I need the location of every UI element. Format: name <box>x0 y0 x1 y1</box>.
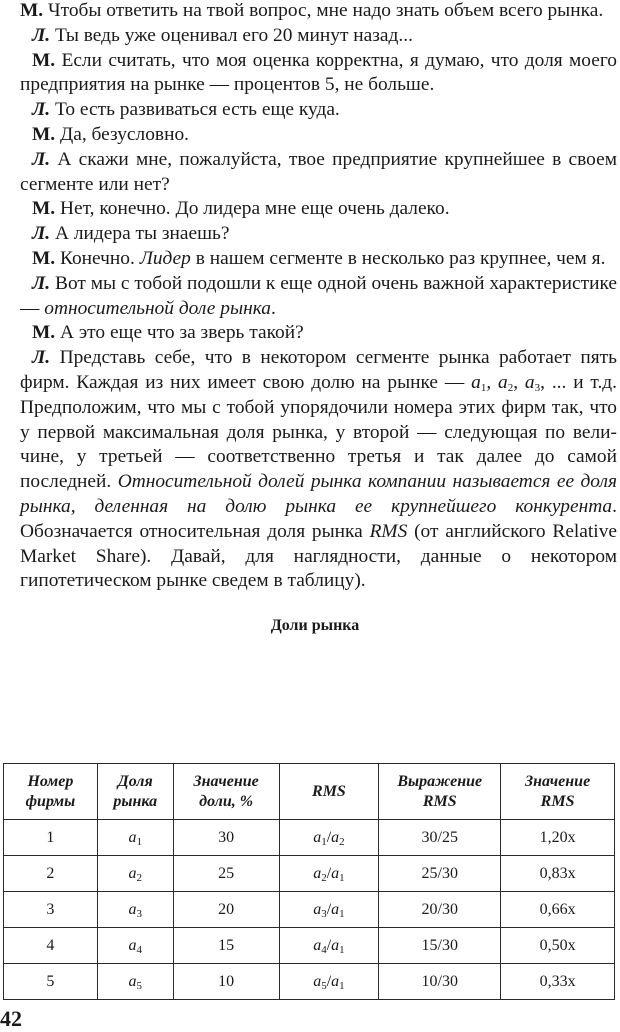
comma: , <box>486 371 499 393</box>
paragraph-text: Представь себе, что в некотором сегменте рынка работает пять фирм. Каждая из них имеет свою долю на рынке — <box>20 347 617 393</box>
page-number: 42 <box>0 1006 22 1031</box>
table-row <box>4 892 615 928</box>
cell-firm-number: 3 <box>4 892 98 928</box>
sub-1: 1 <box>480 381 487 394</box>
speaker-l: Л. <box>32 99 51 121</box>
paragraph-text: То есть развиваться есть еще куда. <box>50 99 340 121</box>
paragraph-text: Если считать, что моя оценка корректна, я думаю, что доля моего предприятия на рынке — процентов 5, не больше. <box>20 49 617 96</box>
cell-rms-expression: 15/30 <box>379 928 501 964</box>
paragraph-text: Да, безусловно. <box>55 123 189 145</box>
cell-share-value: 15 <box>173 928 279 964</box>
table-header-row <box>4 764 615 820</box>
cell-share: $a_4$ <box>97 928 173 964</box>
cell-rms-formula: $a_4/a_1$ <box>279 928 379 964</box>
paragraph-text: в нашем сегменте в несколько раз крупнее, чем я. <box>190 247 606 269</box>
dialog-paragraph <box>20 148 617 198</box>
speaker-m: М. <box>32 322 56 344</box>
cell-share: $a_1$ <box>97 820 173 856</box>
dialog-paragraph <box>20 272 617 322</box>
cell-firm-number: 2 <box>4 856 98 892</box>
header-share: Доля рынка <box>97 764 173 820</box>
dialog-paragraph <box>20 49 617 99</box>
speaker-l: Л. <box>32 148 51 170</box>
dialog-paragraph <box>20 98 617 123</box>
comma: , <box>513 371 525 393</box>
table-row <box>4 928 615 964</box>
cell-share-value: 25 <box>173 856 279 892</box>
cell-rms-value: 0,33x <box>501 964 615 1000</box>
speaker-l: Л. <box>32 223 51 245</box>
cell-share-value: 10 <box>173 964 279 1000</box>
header-share-value: Значение доли, % <box>173 764 279 820</box>
speaker-l: Л. <box>32 272 51 294</box>
paragraph-text: А лидера ты знаешь? <box>50 223 230 245</box>
cell-firm-number: 1 <box>4 820 98 856</box>
paragraph-text: Чтобы ответить на твой вопрос, мне надо знать объем всего рынка. <box>43 0 604 21</box>
cell-rms-value: 0,50x <box>501 928 615 964</box>
paragraph-text: Ты ведь уже оценивал его 20 минут назад... <box>50 24 413 46</box>
cell-rms-expression: 25/30 <box>379 856 501 892</box>
cell-share-value: 20 <box>173 892 279 928</box>
dialog-paragraph <box>20 222 617 247</box>
sub-2: 2 <box>507 381 514 394</box>
cell-rms-value: 0,66x <box>501 892 615 928</box>
cell-rms-formula: $a_3/a_1$ <box>279 892 379 928</box>
dialog-paragraph <box>20 197 617 222</box>
cell-rms-expression: 30/25 <box>379 820 501 856</box>
table-row <box>4 856 615 892</box>
page-body <box>20 0 617 635</box>
paragraph-text: (от английского Relative Market Share). Давай, для наглядности, данные о некотором гипотетическом рынке сведем в таблицу). <box>20 520 617 592</box>
speaker-l: Л. <box>32 347 51 369</box>
var-a3: a <box>524 371 535 393</box>
cell-firm-number: 5 <box>4 964 98 1000</box>
speaker-m: М. <box>32 49 56 71</box>
speaker-l: Л. <box>32 24 51 46</box>
dialog-paragraph <box>20 247 617 272</box>
cell-rms-formula: $a_5/a_1$ <box>279 964 379 1000</box>
paragraph-text: . <box>270 297 276 319</box>
var-a1: a <box>471 371 481 393</box>
header-rms-expression: Выражение RMS <box>379 764 501 820</box>
paragraph-text: Конечно. <box>55 247 140 269</box>
sub-3: 3 <box>534 381 541 394</box>
speaker-m: М. <box>32 198 56 220</box>
speaker-m: М. <box>20 0 44 21</box>
paragraph-text: Вот мы с тобой подошли к еще одной очень важной характеристике — <box>20 272 617 319</box>
definition-paragraph <box>20 346 617 594</box>
cell-share: $a_2$ <box>97 856 173 892</box>
cell-rms-value: 0,83x <box>501 856 615 892</box>
header-rms: RMS <box>279 764 379 820</box>
header-firm-number: Номер фирмы <box>4 764 98 820</box>
paragraph-text: Нет, конечно. До лидера мне еще очень далеко. <box>55 198 450 220</box>
table-row <box>4 964 615 1000</box>
dialog-paragraph <box>20 321 617 346</box>
table-row <box>4 820 615 856</box>
cell-rms-value: 1,20x <box>501 820 615 856</box>
speaker-m: М. <box>32 247 56 269</box>
header-rms-value: Значение RMS <box>501 764 615 820</box>
paragraph-text: А скажи мне, пожалуйста, твое предприятие крупнейшее в своем сегменте или нет? <box>20 148 617 195</box>
paragraph-text: А это еще что за зверь такой? <box>55 322 304 344</box>
cell-rms-expression: 20/30 <box>379 892 501 928</box>
paragraph-text: , ... и т.д. Предположим, что мы с тобой упорядочили номера этих фирм так, что у первой максимальная доля рынка, у второй — следующая по величине, у третьей — соответственно третья и так далее до самой последней. <box>20 371 618 493</box>
paragraph-text: . Обозначается относительная доля рынка <box>20 495 617 542</box>
rms-italic: RMS <box>369 520 408 542</box>
paragraph-italic: относительной доле рынка <box>44 297 271 319</box>
dialog-paragraph <box>20 24 617 49</box>
cell-rms-formula: $a_2/a_1$ <box>279 856 379 892</box>
dialog-paragraph <box>20 0 617 24</box>
speaker-m: М. <box>32 123 56 145</box>
table-caption: Доли рынка <box>270 617 360 635</box>
dialog-paragraph <box>20 123 617 148</box>
var-a2: a <box>498 371 508 393</box>
definition-italic: Относительной долей рынка компании называется ее доля рынка, деленная на долю рынка ее крупнейшего конкурента <box>20 471 617 517</box>
paragraph-italic: Лидер <box>139 247 191 269</box>
cell-share: $a_3$ <box>97 892 173 928</box>
market-share-table <box>3 763 615 1000</box>
cell-share-value: 30 <box>173 820 279 856</box>
cell-firm-number: 4 <box>4 928 98 964</box>
cell-share: $a_5$ <box>97 964 173 1000</box>
cell-rms-formula: $a_1/a_2$ <box>279 820 379 856</box>
cell-rms-expression: 10/30 <box>379 964 501 1000</box>
